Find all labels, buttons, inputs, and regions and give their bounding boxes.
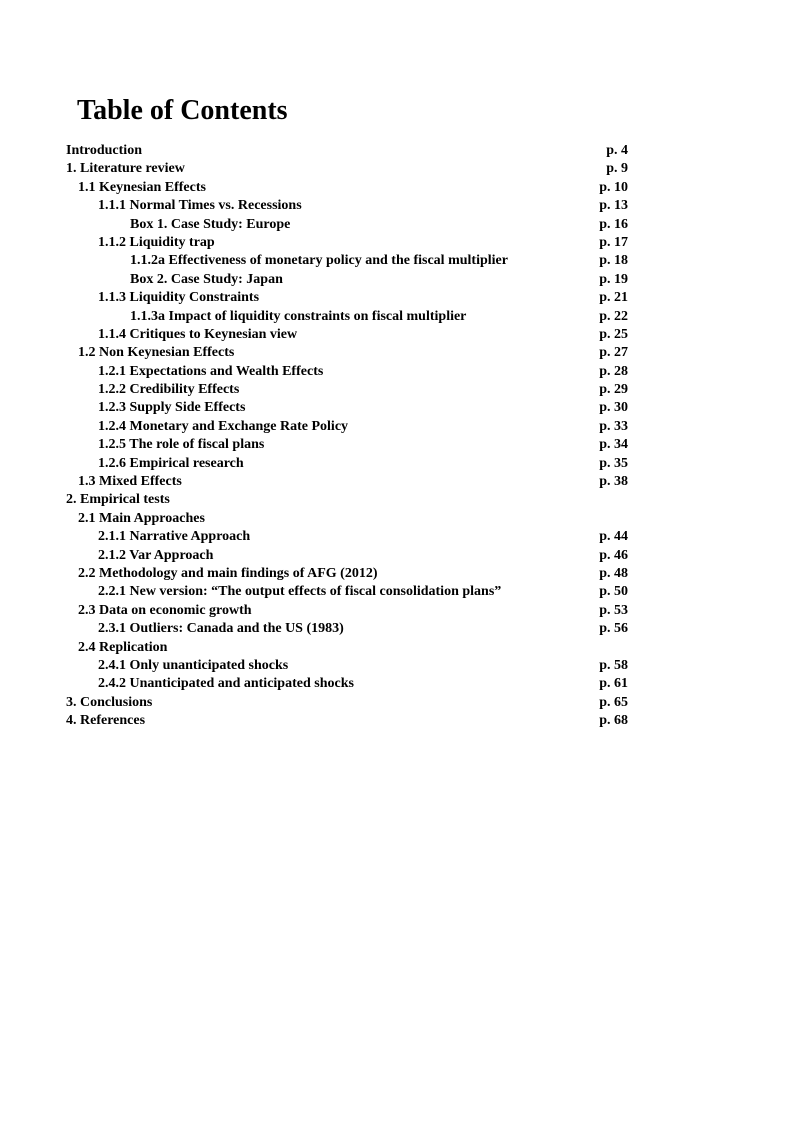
toc-entry-page: p. 22	[599, 308, 628, 324]
toc-entry-page: p. 50	[599, 584, 628, 600]
toc-entry-label: 2.1 Main Approaches	[78, 510, 205, 526]
toc-entry-page: p. 33	[599, 418, 628, 434]
toc-entry-label: 2.2.1 New version: “The output effects of fiscal consolidation plans”	[98, 584, 502, 600]
toc-entry	[66, 620, 628, 638]
toc-entry-label: 1.1.2 Liquidity trap	[98, 234, 215, 250]
toc-entry-label: 1.2.5 The role of fiscal plans	[98, 437, 265, 453]
toc-entry-page: p. 10	[599, 179, 628, 195]
toc-entry-label: 1.1 Keynesian Effects	[78, 179, 206, 195]
toc-entry	[66, 455, 628, 473]
toc-entry	[66, 289, 628, 307]
toc-entry-page: p. 56	[599, 621, 628, 637]
toc-entry-page: p. 65	[599, 694, 628, 710]
toc-entry	[66, 418, 628, 436]
toc-entry	[66, 491, 628, 509]
toc-entry-label: 2.1.2 Var Approach	[98, 547, 214, 563]
toc-entry-page: p. 35	[599, 455, 628, 471]
toc-entry-page: p. 19	[599, 271, 628, 287]
toc-entry-page: p. 68	[599, 713, 628, 729]
toc-entry-page: p. 25	[599, 326, 628, 342]
toc-entry	[66, 344, 628, 362]
toc-entry-page: p. 61	[599, 676, 628, 692]
toc-entry	[66, 602, 628, 620]
toc-entry-page: p. 18	[599, 253, 628, 269]
toc-entry	[66, 528, 628, 546]
toc-entry	[66, 510, 628, 528]
toc-entry	[66, 639, 628, 657]
toc-entry	[66, 675, 628, 693]
toc-entry-label: 1.2.1 Expectations and Wealth Effects	[98, 363, 324, 379]
toc-entry	[66, 565, 628, 583]
toc-entry-label: 2.4.1 Only unanticipated shocks	[98, 657, 289, 673]
toc-entry-label: 1.2.6 Empirical research	[98, 455, 244, 471]
toc-entry	[66, 326, 628, 344]
toc-entry	[66, 381, 628, 399]
toc-entry-label: 1.3 Mixed Effects	[78, 474, 182, 490]
toc-entry-page: p. 4	[606, 143, 628, 158]
toc-entry-page: p. 46	[599, 547, 628, 563]
toc-entry-page: p. 9	[606, 161, 628, 177]
table-of-contents	[66, 142, 628, 731]
toc-entry-page: p. 30	[599, 400, 628, 416]
toc-entry-label: 1. Literature review	[66, 161, 185, 177]
toc-entry-page: p. 58	[599, 657, 628, 673]
toc-entry-page: p. 16	[599, 216, 628, 232]
toc-entry-label: 2.3 Data on economic growth	[78, 602, 252, 618]
toc-entry	[66, 436, 628, 454]
toc-entry	[66, 399, 628, 417]
toc-entry-page: p. 38	[599, 474, 628, 490]
toc-entry-page: p. 13	[599, 198, 628, 214]
toc-entry	[66, 694, 628, 712]
toc-entry	[66, 197, 628, 215]
toc-entry-label: 2.2 Methodology and main findings of AFG (2012)	[78, 565, 378, 581]
toc-entry-page: p. 21	[599, 290, 628, 306]
toc-entry-label: 1.1.3a Impact of liquidity constraints on fiscal multiplier	[130, 308, 467, 324]
toc-entry-page: p. 48	[599, 565, 628, 581]
toc-entry-page: p. 34	[599, 437, 628, 453]
toc-entry-label: 1.1.3 Liquidity Constraints	[98, 290, 260, 306]
toc-entry	[66, 308, 628, 326]
toc-entry	[66, 160, 628, 178]
toc-entry-label: 1.2.3 Supply Side Effects	[98, 400, 246, 416]
toc-entry-label: 1.1.4 Critiques to Keynesian view	[98, 326, 298, 342]
toc-entry	[66, 142, 628, 160]
toc-entry	[66, 252, 628, 270]
toc-entry-label: 2.4.2 Unanticipated and anticipated shocks	[98, 676, 354, 692]
toc-entry-label: Box 2. Case Study: Japan	[130, 271, 283, 287]
toc-entry-label: 1.2.4 Monetary and Exchange Rate Policy	[98, 418, 349, 434]
toc-entry-label: 1.1.1 Normal Times vs. Recessions	[98, 198, 302, 214]
toc-entry-label: 2.3.1 Outliers: Canada and the US (1983)	[98, 621, 344, 637]
toc-entry	[66, 473, 628, 491]
toc-entry-page: p. 28	[599, 363, 628, 379]
page-title: Table of Contents	[77, 95, 288, 126]
toc-entry	[66, 216, 628, 234]
toc-entry-label: Introduction	[66, 143, 142, 158]
toc-entry-page: p. 27	[599, 345, 628, 361]
toc-entry-label: 1.2 Non Keynesian Effects	[78, 345, 235, 361]
toc-entry-label: 3. Conclusions	[66, 694, 153, 710]
toc-entry	[66, 583, 628, 601]
toc-entry-label: 2. Empirical tests	[66, 492, 170, 508]
toc-entry	[66, 271, 628, 289]
toc-entry-page: p. 44	[599, 529, 628, 545]
toc-entry-label: 4. References	[66, 713, 146, 729]
toc-entry	[66, 547, 628, 565]
toc-entry-label: 1.1.2a Effectiveness of monetary policy and the fiscal multiplier	[130, 253, 508, 269]
toc-entry	[66, 712, 628, 730]
toc-entry-label: Box 1. Case Study: Europe	[130, 216, 291, 232]
toc-entry	[66, 179, 628, 197]
toc-entry-page: p. 29	[599, 382, 628, 398]
toc-entry-page: p. 53	[599, 602, 628, 618]
toc-entry	[66, 363, 628, 381]
toc-entry-label: 2.1.1 Narrative Approach	[98, 529, 251, 545]
toc-entry-page: p. 17	[599, 234, 628, 250]
toc-entry-label: 1.2.2 Credibility Effects	[98, 382, 240, 398]
toc-entry-label: 2.4 Replication	[78, 639, 168, 655]
toc-entry	[66, 234, 628, 252]
toc-entry	[66, 657, 628, 675]
